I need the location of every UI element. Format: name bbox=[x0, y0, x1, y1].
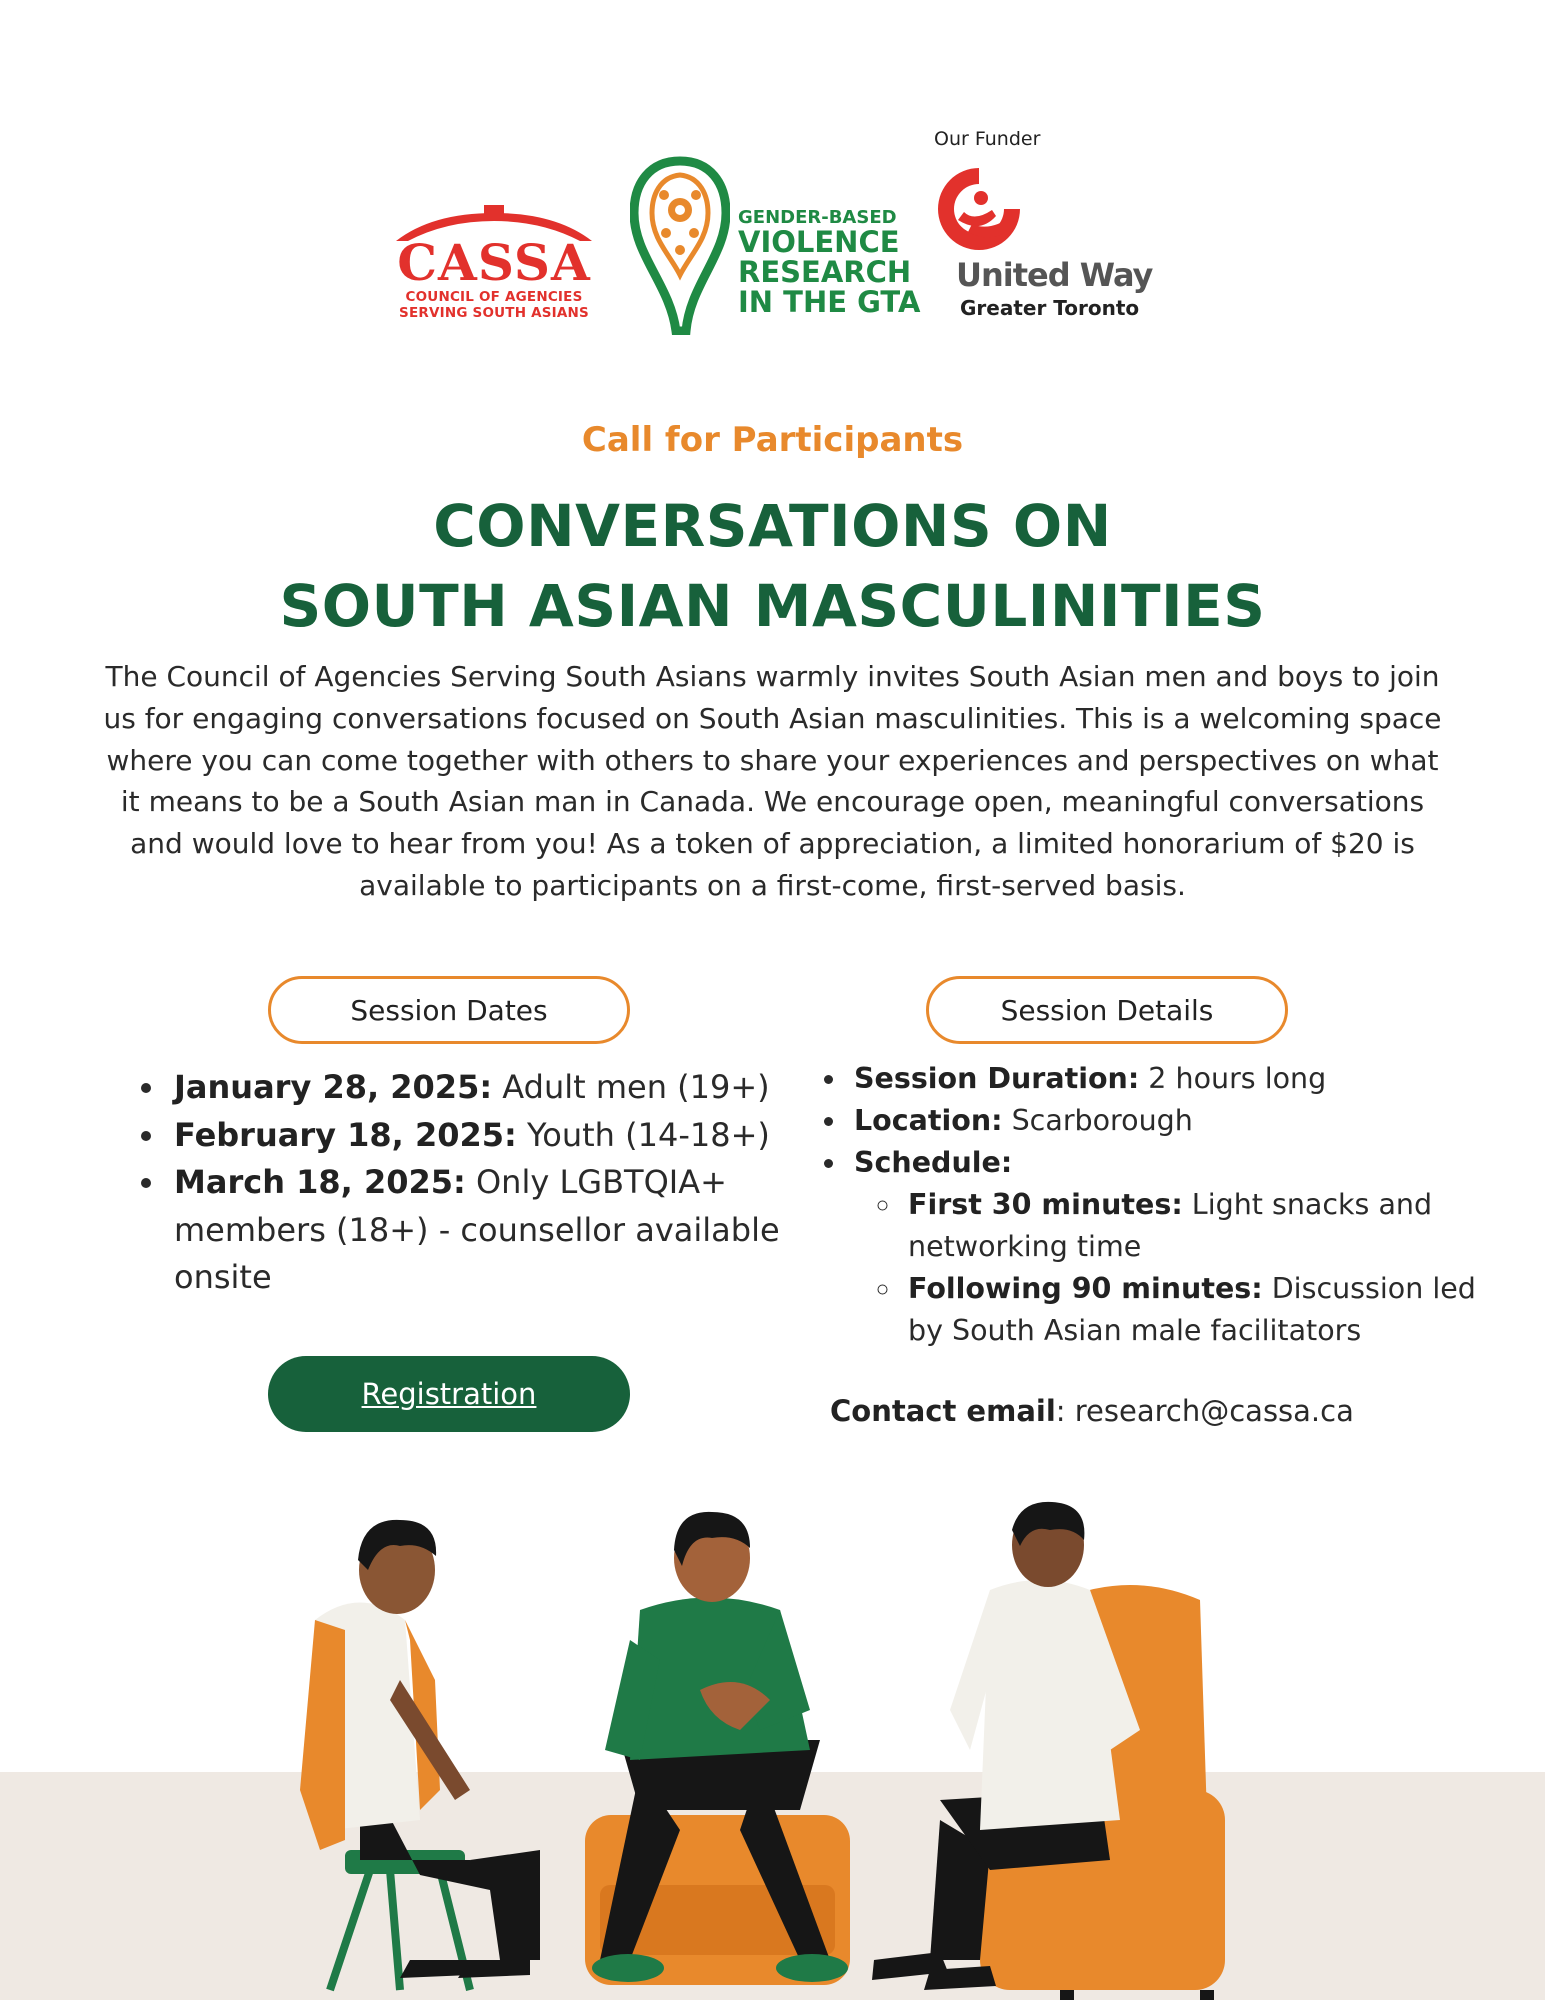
cassa-logo bbox=[392, 205, 596, 323]
paisley-ribbon-icon bbox=[630, 155, 730, 335]
cassa-wordmark: CASSA bbox=[397, 233, 591, 292]
date-label: January 28, 2025: bbox=[174, 1068, 493, 1106]
date-label: February 18, 2025: bbox=[174, 1115, 517, 1154]
schedule-item-desc: Discussion led by South Asian male facilitators bbox=[908, 1272, 1476, 1347]
duration-label: Session Duration: bbox=[854, 1062, 1140, 1095]
gbv-research-logo bbox=[630, 155, 921, 335]
date-item-february bbox=[168, 1112, 808, 1160]
page-title bbox=[0, 486, 1545, 646]
date-desc: Youth (14-18+) bbox=[516, 1115, 770, 1154]
title-line-2: SOUTH ASIAN MASCULINITIES bbox=[279, 572, 1266, 640]
cassa-subtitle-1: COUNCIL OF AGENCIES bbox=[405, 289, 583, 305]
detail-location bbox=[848, 1100, 1488, 1142]
date-label: March 18, 2025: bbox=[174, 1163, 466, 1201]
middle-man-figure bbox=[585, 1512, 850, 1985]
session-dates-list bbox=[132, 1064, 808, 1302]
united-way-city: Greater Toronto bbox=[960, 296, 1140, 320]
gbv-line-4: IN THE GTA bbox=[738, 285, 921, 319]
left-man-figure bbox=[300, 1520, 540, 1990]
location-value: Scarborough bbox=[1002, 1104, 1193, 1137]
contact-value[interactable]: : research@cassa.ca bbox=[1055, 1394, 1354, 1428]
detail-schedule bbox=[848, 1142, 1488, 1352]
date-desc: Only LGBTQIA+ members (18+) - counsellor available onsite bbox=[174, 1163, 780, 1296]
three-men-conversation-illustration bbox=[0, 1490, 1545, 2000]
contact-label: Contact email bbox=[830, 1394, 1056, 1428]
detail-duration bbox=[848, 1058, 1488, 1100]
cassa-subtitle-2: SERVING SOUTH ASIANS bbox=[399, 305, 589, 321]
date-desc: Adult men (19+) bbox=[492, 1068, 770, 1106]
schedule-item-label: First 30 minutes: bbox=[908, 1188, 1183, 1221]
united-way-name: United Way bbox=[956, 256, 1153, 294]
schedule-item-following bbox=[902, 1268, 1488, 1352]
session-details-heading: Session Details bbox=[926, 976, 1288, 1044]
gbv-line-3: RESEARCH bbox=[738, 255, 912, 289]
funder-label: Our Funder bbox=[934, 128, 1041, 150]
right-man-figure bbox=[872, 1502, 1225, 2000]
date-item-march bbox=[168, 1159, 808, 1302]
duration-value: 2 hours long bbox=[1139, 1062, 1327, 1095]
schedule-item-desc: Light snacks and networking time bbox=[908, 1188, 1433, 1263]
gbv-line-1: GENDER-BASED bbox=[738, 207, 897, 228]
location-label: Location: bbox=[854, 1104, 1003, 1137]
schedule-sublist bbox=[854, 1184, 1488, 1352]
call-for-participants: Call for Participants bbox=[581, 420, 964, 460]
united-way-logo bbox=[930, 128, 1170, 328]
title-line-1: CONVERSATIONS ON bbox=[433, 492, 1112, 560]
session-dates-heading: Session Dates bbox=[268, 976, 630, 1044]
gbv-line-2: VIOLENCE bbox=[738, 225, 900, 259]
contact-email bbox=[830, 1394, 1354, 1428]
united-way-hand-icon bbox=[934, 164, 1024, 254]
registration-button[interactable]: Registration bbox=[268, 1356, 630, 1432]
intro-paragraph: The Council of Agencies Serving South Asians warmly invites South Asian men and boys to join us for engaging conversations focused on South Asian masculinities. This is a welcoming space where you can come together with others to share your experiences and perspectives on what it means to be a South Asian man in Canada. We encourage open, meaningful conversations and would love to hear from you! As a token of appreciation, a limited honorarium of $20 is available to participants on a first-come, first-served basis. bbox=[103, 660, 1442, 902]
session-details-list bbox=[812, 1058, 1488, 1352]
date-item-january bbox=[168, 1064, 808, 1112]
schedule-label: Schedule: bbox=[854, 1146, 1013, 1179]
schedule-item-label: Following 90 minutes: bbox=[908, 1272, 1263, 1305]
schedule-item-first bbox=[902, 1184, 1488, 1268]
